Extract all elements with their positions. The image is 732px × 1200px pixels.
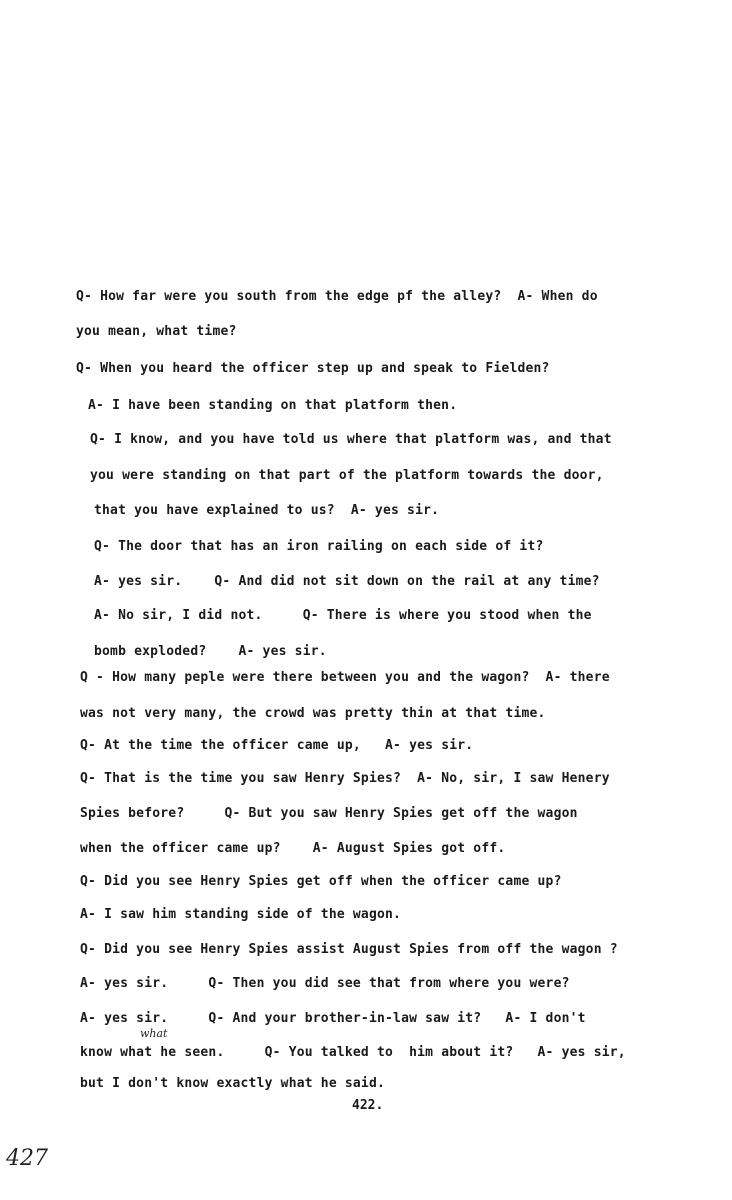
stamp-number: 427 [6,1146,48,1171]
text-line: but I don't know exactly what he said. [80,1076,386,1091]
page-number: 422. [352,1098,384,1113]
handwritten-insert: what [140,1027,168,1040]
text-line: you mean, what time? [76,324,237,339]
text-line: bomb exploded? A- yes sir. [94,644,327,659]
text-line: Q- Did you see Henry Spies assist August Spies from off the wagon ? [80,942,618,957]
text-line: A- No sir, I did not. Q- There is where you stood when the [94,608,592,623]
text-line: Spies before? Q- But you saw Henry Spies get off the wagon [80,806,578,821]
text-line: A- yes sir. Q- And your brother-in-law saw it? A- I don't [80,1011,586,1026]
text-line: know what he seen. Q- You talked to him about it? A- yes sir, [80,1045,626,1060]
text-line: Q- The door that has an iron railing on each side of it? [94,539,544,554]
text-line: Q- How far were you south from the edge pf the alley? A- When do [76,289,598,304]
text-line: you were standing on that part of the platform towards the door, [90,468,604,483]
text-line: when the officer came up? A- August Spies got off. [80,841,506,856]
text-line: Q- At the time the officer came up, A- yes sir. [80,738,474,753]
text-line: Q- That is the time you saw Henry Spies? A- No, sir, I saw Henery [80,771,610,786]
text-line: Q- Did you see Henry Spies get off when the officer came up? [80,874,562,889]
text-line: Q- When you heard the officer step up and speak to Fielden? [76,361,550,376]
text-line: was not very many, the crowd was pretty thin at that time. [80,706,546,721]
text-line: A- yes sir. Q- And did not sit down on the rail at any time? [94,574,600,589]
text-line: A- I saw him standing side of the wagon. [80,907,402,922]
text-line: Q- I know, and you have told us where that platform was, and that [90,432,612,447]
text-line: A- yes sir. Q- Then you did see that from where you were? [80,976,570,991]
text-line: A- I have been standing on that platform then. [88,398,458,413]
text-line: that you have explained to us? A- yes sir. [94,503,440,518]
text-line: Q - How many peple were there between you and the wagon? A- there [80,670,610,685]
